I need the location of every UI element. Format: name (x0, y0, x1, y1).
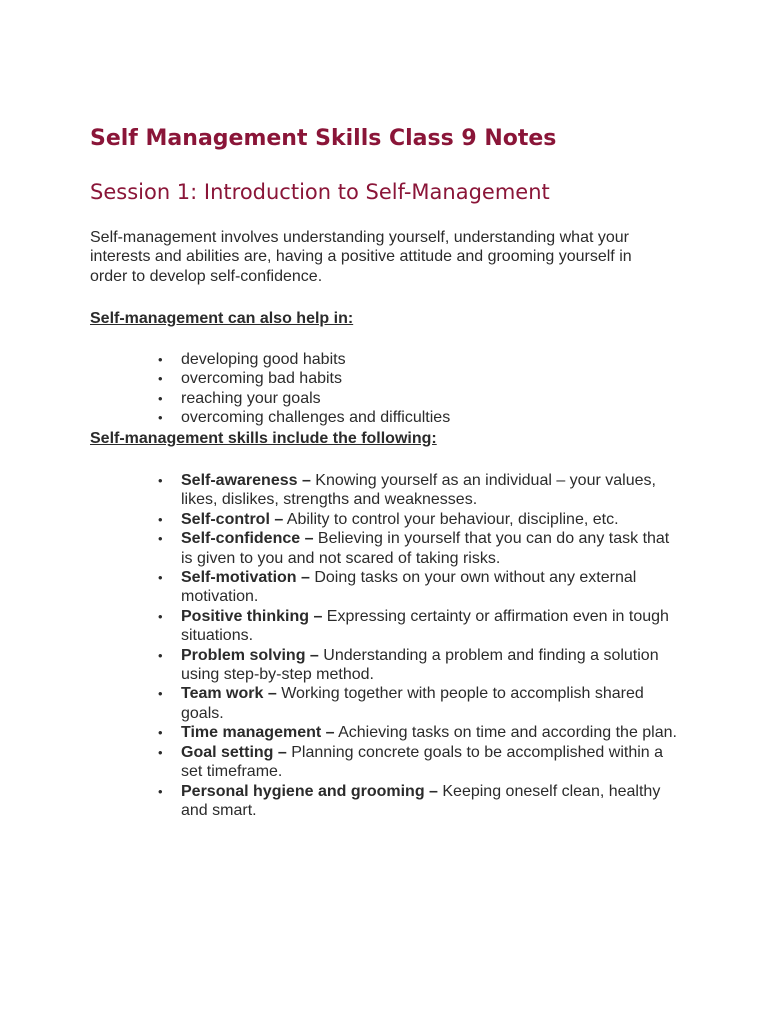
skill-description: Knowing yourself as an individual – your values, likes, dislikes, strengths and weaknesses. (181, 472, 656, 509)
skill-name: Self-confidence – (181, 530, 314, 548)
bullet-icon: • (158, 570, 163, 586)
skill-item (158, 646, 678, 685)
bullet-icon: • (158, 410, 163, 426)
skill-name: Self-control – (181, 510, 284, 528)
list-item-text: overcoming bad habits (181, 370, 342, 388)
skill-description: Achieving tasks on time and according the plan. (334, 724, 677, 742)
skills-list (158, 471, 678, 820)
list-item (158, 369, 658, 388)
help-heading: Self-management can also help in: (90, 310, 354, 327)
intro-paragraph: Self-management involves understanding yourself, understanding what your interests and abilities are, having a positive attitude and grooming yourself in order to develop self-confidence. (90, 229, 632, 285)
skill-description: Planning concrete goals to be accomplished within a set timeframe. (181, 743, 664, 781)
skill-item (158, 684, 678, 723)
bullet-icon: • (158, 473, 163, 488)
bullet-icon: • (158, 531, 163, 547)
bullet-icon: • (158, 511, 163, 527)
skill-name: Problem solving – (181, 646, 319, 664)
session-heading: Session 1: Introduction to Self-Management (90, 180, 550, 204)
skill-item (158, 607, 678, 646)
skill-name: Time management – (181, 724, 335, 742)
list-item (158, 389, 658, 408)
bullet-icon: • (158, 390, 163, 406)
bullet-icon: • (158, 352, 163, 367)
list-item (158, 350, 658, 369)
bullet-icon: • (158, 608, 163, 624)
skill-name: Goal setting – (181, 743, 287, 761)
skill-item (158, 529, 678, 568)
list-item (158, 408, 658, 427)
skill-item (158, 782, 678, 821)
skill-name: Self-motivation – (181, 569, 310, 587)
skill-description: Understanding a problem and finding a solution using step-by-step method. (181, 646, 659, 684)
skill-item (158, 510, 678, 529)
document-title: Self Management Skills Class 9 Notes (90, 126, 557, 151)
bullet-icon: • (158, 725, 163, 741)
bullet-icon: • (158, 744, 163, 760)
list-item-text: developing good habits (181, 351, 346, 368)
skill-name: Personal hygiene and grooming – (181, 782, 438, 800)
list-item-text: reaching your goals (181, 389, 321, 407)
skill-description: Ability to control your behaviour, discipline, etc. (283, 510, 619, 528)
skill-description: Believing in yourself that you can do any task that is given to you and not scared of taking risks. (181, 530, 670, 567)
skill-item (158, 723, 678, 742)
skill-description: Working together with people to accomplish shared goals. (181, 685, 644, 722)
skills-heading: Self-management skills include the following: (90, 430, 437, 447)
skill-item (158, 568, 678, 607)
skill-name: Self-awareness – (181, 472, 311, 489)
bullet-icon: • (158, 783, 163, 799)
skill-description: Keeping oneself clean, healthy and smart. (181, 782, 661, 819)
skill-description: Doing tasks on your own without any external motivation. (181, 569, 637, 606)
skill-description: Expressing certainty or affirmation even in tough situations. (181, 607, 669, 645)
bullet-icon: • (158, 371, 163, 387)
skill-item (158, 743, 678, 782)
list-item-text: overcoming challenges and difficulties (181, 409, 451, 427)
help-list (158, 350, 658, 428)
bullet-icon: • (158, 647, 163, 663)
skill-name: Team work – (181, 685, 277, 703)
skill-name: Positive thinking – (181, 607, 323, 625)
bullet-icon: • (158, 686, 163, 702)
skill-item (158, 471, 678, 510)
